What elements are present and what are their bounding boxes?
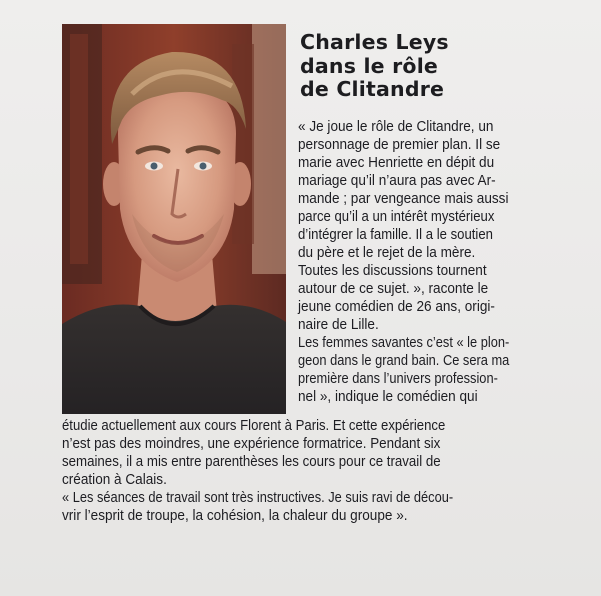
body-line: Toutes les discussions tournent — [298, 263, 487, 279]
title-line: dans le rôle — [300, 53, 439, 78]
body-line: « Je joue le rôle de Clitandre, un — [298, 119, 494, 135]
body-line: autour de ce sujet. », raconte le — [298, 281, 489, 297]
body-line: geon dans le grand bain. Ce sera ma — [298, 353, 510, 369]
portrait-photo — [62, 24, 286, 414]
body-line: vrir l’esprit de troupe, la cohésion, la chaleur du groupe ». — [62, 508, 408, 524]
title-line: Charles Leys — [300, 30, 449, 54]
body-line: personnage de premier plan. Il se — [298, 137, 501, 153]
article-title — [300, 31, 590, 102]
body-line: semaines, il a mis entre parenthèses les cours pour ce travail de — [62, 454, 441, 470]
body-line: mariage qu’il n’aura pas avec Ar- — [298, 173, 496, 189]
body-line: nel », indique le comédien qui — [298, 389, 478, 405]
body-line: marie avec Henriette en dépit du — [298, 155, 495, 171]
body-line: naire de Lille. — [298, 317, 379, 333]
body-line: jeune comédien de 26 ans, origi- — [298, 299, 495, 315]
body-line: parce qu’il a un intérêt mystérieux — [298, 209, 495, 225]
body-line: création à Calais. — [62, 472, 167, 488]
title-line: de Clitandre — [300, 77, 445, 101]
body-line: étudie actuellement aux cours Florent à Paris. Et cette expérience — [62, 418, 446, 434]
body-line: n’est pas des moindres, une expérience formatrice. Pendant six — [62, 436, 441, 452]
body-line: première dans l’univers profession- — [298, 371, 498, 387]
body-line: Les femmes savantes c’est « le plon- — [298, 335, 510, 351]
body-line: du père et le rejet de la mère. — [298, 245, 476, 261]
body-line: d’intégrer la famille. Il a le soutien — [298, 227, 493, 243]
body-line: « Les séances de travail sont très instructives. Je suis ravi de décou- — [62, 490, 454, 506]
body-line: mande ; par vengeance mais aussi — [298, 191, 509, 207]
